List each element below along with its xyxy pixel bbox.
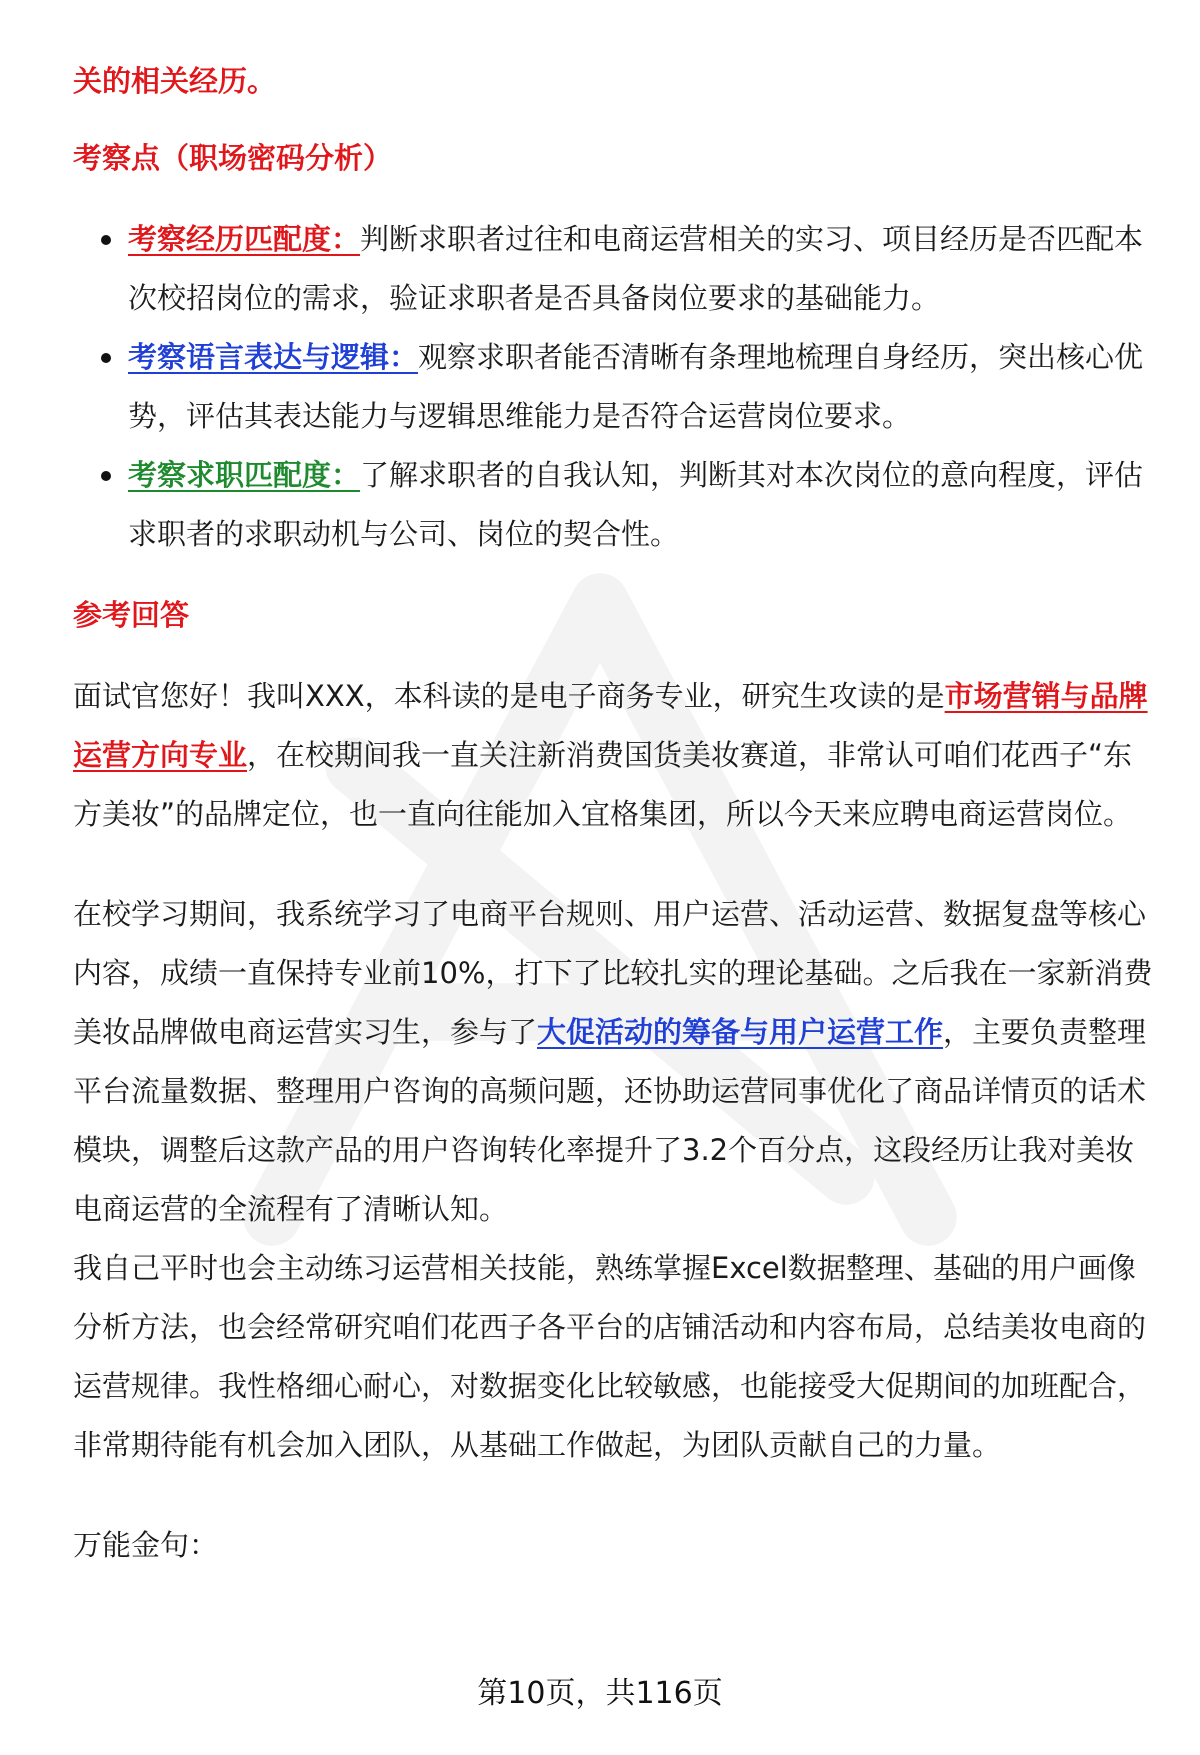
para1-text-before: 面试官您好！我叫XXX，本科读的是电子商务专业，研究生攻读的是 (73, 679, 945, 713)
assessment-point (73, 328, 1153, 446)
point-keyword: 考察语言表达与逻辑： (128, 340, 419, 374)
bullet-dot-icon (101, 471, 111, 481)
page-number-footer: 第10页，共116页 (477, 1676, 723, 1711)
point-keyword: 考察求职匹配度： (128, 458, 361, 492)
bullet-dot-icon (101, 353, 111, 363)
answer-paragraph-1 (73, 667, 1153, 844)
intro-tail-text: 关的相关经历。 (73, 64, 277, 98)
answer-paragraph-2 (73, 885, 1153, 1239)
assessment-point (73, 210, 1153, 328)
assessment-points-list (73, 210, 1153, 564)
section-heading: 考察点（职场密码分析） (73, 141, 393, 175)
assessment-point (73, 446, 1153, 564)
document-body (73, 52, 1153, 1575)
bullet-dot-icon (101, 235, 111, 245)
point-keyword: 考察经历匹配度： (128, 222, 361, 256)
para2-highlight: 大促活动的筹备与用户运营工作 (537, 1015, 944, 1049)
para1-highlight: 市场营销与品牌运营方向专业 (73, 679, 1148, 772)
point-text: 了解求职者的自我认知，判断其对本次岗位的意向程度，评估求职者的求职动机与公司、岗位的契合性。 (128, 458, 1144, 551)
reference-answer-heading: 参考回答 (73, 598, 190, 632)
point-text: 判断求职者过往和电商运营相关的实习、项目经历是否匹配本次校招岗位的需求，验证求职者是否具备岗位要求的基础能力。 (128, 222, 1144, 315)
para2-text-after: ，主要负责整理平台流量数据、整理用户咨询的高频问题，还协助运营同事优化了商品详情页的话术模块，调整后这款产品的用户咨询转化率提升了3.2个百分点，这段经历让我对美妆电商运营的全流程有了清晰认知。 (73, 1015, 1147, 1226)
golden-line-label: 万能金句： (73, 1528, 219, 1562)
point-text: 观察求职者能否清晰有条理地梳理自身经历，突出核心优势，评估其表达能力与逻辑思维能力是否符合运营岗位要求。 (128, 340, 1144, 433)
answer-paragraph-3: 我自己平时也会主动练习运营相关技能，熟练掌握Excel数据整理、基础的用户画像分析方法，也会经常研究咱们花西子各平台的店铺活动和内容布局，总结美妆电商的运营规律。我性格细心耐心，对数据变化比较敏感，也能接受大促期间的加班配合，非常期待能有机会加入团队，从基础工作做起，为团队贡献自己的力量。 (73, 1251, 1147, 1462)
para2-text-before: 在校学习期间，我系统学习了电商平台规则、用户运营、活动运营、数据复盘等核心内容，成绩一直保持专业前10%，打下了比较扎实的理论基础。之后我在一家新消费美妆品牌做电商运营实习生，参与了 (73, 897, 1153, 1049)
para1-text-after: ，在校期间我一直关注新消费国货美妆赛道，非常认可咱们花西子“东方美妆”的品牌定位，也一直向往能加入宜格集团，所以今天来应聘电商运营岗位。 (73, 738, 1133, 831)
